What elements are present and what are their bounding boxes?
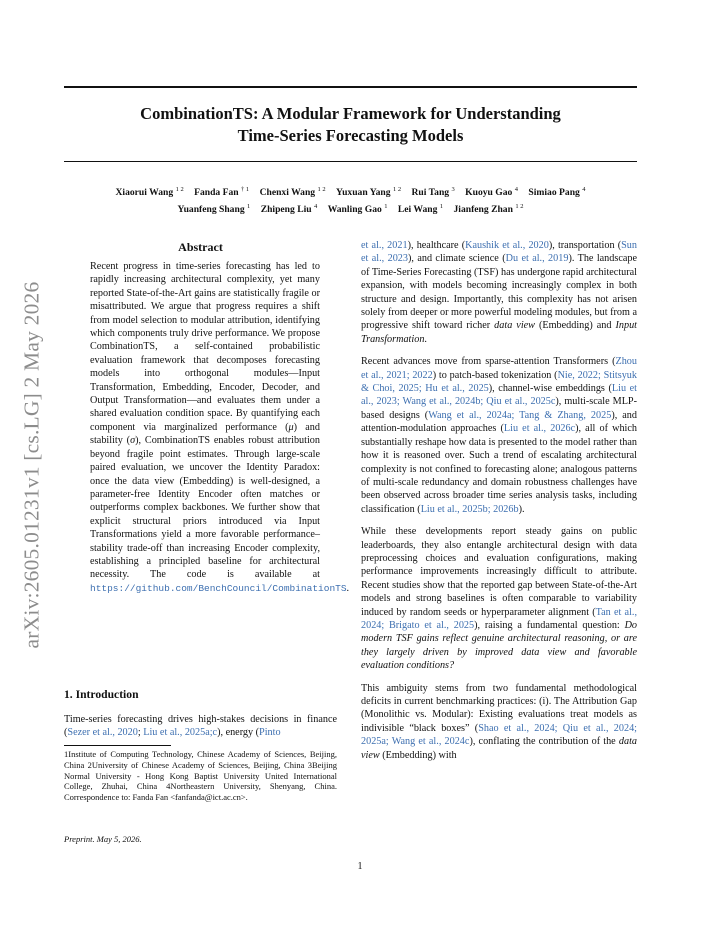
sigma-symbol: σ <box>130 435 136 447</box>
author <box>328 204 388 215</box>
author-name: Fanda Fan <box>194 187 239 199</box>
author-affiliation: 1 2 <box>515 203 524 211</box>
intro-paragraph <box>64 713 337 740</box>
citation-link[interactable]: Sezer et al., 2020 <box>67 727 138 739</box>
abstract-text: Recent progress in time-series forecasting has led to rapidly increasing architectural complexity, yet many reported State-of-the-Art gains are statistically fragile or misattributed. We argue that progress requires a shift from model selection to modular attribution, identifying which components truly drive performance. We propose CombinationTS, a self-contained probabilistic evaluation framework that decomposes forecasting models into orthogonal modules—Input Transformation, Embedding, Encoder, Decoder, and Output Transformation—and evaluates them under a shared evaluation condition space. By quantifying each component via marginalized performance ( <box>90 261 320 433</box>
emphasis-text: Input Transformation <box>361 320 637 345</box>
mu-symbol: μ <box>288 421 294 433</box>
author <box>453 204 523 215</box>
body-text: ) to patch-based tokenization ( <box>432 369 558 381</box>
author <box>261 204 318 215</box>
footnote-rule <box>64 745 171 746</box>
paragraph-1 <box>361 239 637 346</box>
preprint-date: Preprint. May 5, 2026. <box>64 834 142 844</box>
citation-link[interactable]: Liu et al., 2025b; 2026b <box>420 503 519 515</box>
title-bottom-rule <box>64 161 637 162</box>
citation-link[interactable]: et al., 2021 <box>361 240 408 251</box>
citation-link[interactable]: Liu et al., 2025a;c <box>143 727 218 739</box>
body-text: . <box>424 333 427 345</box>
author-affiliation: 4 <box>314 203 318 211</box>
title-line-1: CombinationTS: A Modular Framework for Understanding <box>140 104 561 123</box>
author <box>178 204 251 215</box>
title-top-rule <box>64 86 637 88</box>
code-url-link[interactable]: https://github.com/BenchCouncil/CombinationTS <box>90 582 347 594</box>
emphasis-text: data view <box>361 736 638 761</box>
citation-link[interactable]: Wang et al., 2024a; Tang & Zhang, 2025 <box>428 409 612 421</box>
author <box>260 187 326 198</box>
arxiv-stamp <box>20 255 44 675</box>
author-name: Jianfeng Zhan <box>453 204 513 216</box>
author-affiliation: 1 2 <box>392 186 402 193</box>
research-question: Do modern TSF gains reflect genuine architectural reasoning, or are they largely driven by improved data view and favorable evaluation conditions? <box>361 619 638 672</box>
author-name: Simiao Pang <box>528 187 580 199</box>
author-list <box>64 183 637 217</box>
author <box>336 187 401 198</box>
author-affiliation: 1 2 <box>175 186 184 193</box>
author <box>115 187 183 198</box>
section-heading-introduction: 1. Introduction <box>64 688 139 701</box>
author-name: Xiaorui Wang <box>115 187 174 199</box>
author-line-2 <box>64 200 637 217</box>
author-affiliation: 3 <box>451 186 455 193</box>
body-text: ), and climate science ( <box>407 253 506 265</box>
author <box>194 187 249 198</box>
body-text: ). The landscape of Time-Series Forecasting (TSF) has undergone rapid architectural expansion, with models becoming increasingly complex in both structure and design. Importantly, this complexity has not arisen solely from deeper or more powerful modeling modules, but from a progressive shift toward richer <box>361 253 637 332</box>
intro-text: ; <box>137 727 144 739</box>
abstract-body <box>90 260 350 595</box>
citation-link[interactable]: Nie, 2022; Stitsyuk & Choi, 2025; Hu et al., 2025 <box>361 369 637 395</box>
paragraph-3 <box>361 525 637 672</box>
author-line-1 <box>64 183 637 200</box>
intro-body <box>64 713 337 740</box>
body-text: ), conflating the contribution of the <box>469 736 619 748</box>
author <box>465 187 518 198</box>
body-text: ), all of which substantially reshape how data is presented to the model rather than how it is reasoned over. Such a trend of escalating architectural complexity is not confined to forecasting alone; analogous patterns of multi-scale redundancy and domain robustness challenges have been observed across broader time series analysis tasks, including classification ( <box>361 423 637 515</box>
intro-text: ), energy ( <box>217 727 260 739</box>
body-text: ), and attention-modulation approaches ( <box>361 409 637 435</box>
citation-link[interactable]: Tan et al., 2024; Brigato et al., 2025 <box>361 606 637 631</box>
abstract-text: ) and stability ( <box>90 421 320 447</box>
author-affiliation: 4 <box>582 186 586 193</box>
author <box>411 187 454 198</box>
body-text: (Embedding) with <box>379 749 457 761</box>
body-text: ), transportation ( <box>548 240 622 251</box>
paragraph-4 <box>361 682 637 762</box>
body-text: ), raising a fundamental question: <box>474 619 625 631</box>
author-name: Lei Wang <box>397 204 438 216</box>
author-name: Zhipeng Liu <box>260 204 312 216</box>
arxiv-stamp-text: arXiv:2605.01231v1 [cs.LG] 2 May 2026 <box>19 281 44 649</box>
body-text: Recent advances move from sparse-attention Transformers ( <box>361 356 616 368</box>
paragraph-2 <box>361 355 637 516</box>
author-name: Wanling Gao <box>327 204 382 216</box>
author-name: Chenxi Wang <box>259 187 316 199</box>
citation-link[interactable]: Pinto <box>259 727 281 739</box>
intro-text: Time-series forecasting drives high-stakes decisions in finance ( <box>64 714 337 739</box>
author-affiliation: 1 <box>384 203 388 211</box>
citation-link[interactable]: Liu et al., 2023; Wang et al., 2024b; Qiu et al., 2025c <box>361 383 637 408</box>
abstract-heading: Abstract <box>178 240 223 254</box>
author-name: Yuxuan Yang <box>336 187 391 199</box>
body-text: ). <box>518 503 525 515</box>
author-affiliation: 1 2 <box>317 186 326 193</box>
author-name: Kuoyu Gao <box>465 187 513 199</box>
citation-link[interactable]: Sun et al., 2023 <box>361 240 637 265</box>
abstract-text: ), CombinationTS enables robust attribution beyond fragile point estimates. Through large-scale paired evaluation, we uncover the Identity Paradox: once the data view (Embedding) is well-designed, a parameter-free Identity Encoder often matches or outperforms complex backbones. We further show that explicit structural priors introduced via Input Transformations yield a more favorable performance–stability trade-off than increasing Encoder complexity, establishing a principled baseline for architectural necessity. The code is available at <box>90 435 320 581</box>
citation-link[interactable]: Shao et al., 2024; Qiu et al., 2024; 2025a; Wang et al., 2024c <box>361 722 637 748</box>
body-text: ), multi-scale MLP-based designs ( <box>361 396 637 421</box>
author-name: Yuanfeng Shang <box>177 204 245 216</box>
author-affiliation: † 1 <box>241 186 250 193</box>
citation-link[interactable]: Kaushik et al., 2020 <box>465 240 549 251</box>
author-affiliation: 4 <box>514 186 518 193</box>
body-text: ), healthcare ( <box>407 240 466 251</box>
author-name: Rui Tang <box>411 187 450 199</box>
body-text: ), channel-wise embeddings ( <box>488 383 612 395</box>
author-affiliation: 1 <box>247 203 251 211</box>
abstract-paragraph <box>90 260 350 595</box>
title-line-2: Time-Series Forecasting Models <box>237 126 464 145</box>
body-text: While these developments report steady gains on public leaderboards, they also entangle architectural design with data preprocessing choices and evaluation configurations, making performance improvements increasingly difficult to attribute. Recent studies show that the reported gap between State-of-the-Art models and strong baselines is often comparable to variability induced by random seeds or hyperparameter alignment ( <box>361 526 637 618</box>
affiliation-footnote: 1Institute of Computing Technology, Chinese Academy of Sciences, Beijing, China 2University of Chinese Academy of Sciences, Beijing, China 3Beijing Normal University - Hong Kong Baptist University United International College, Zhuhai, China 4Northeastern University, Shenyang, China. Correspondence to: Fanda Fan <fanfanda@ict.ac.cn>. <box>64 749 337 803</box>
author <box>528 187 585 198</box>
body-text: (Embedding) and <box>534 320 616 332</box>
author <box>398 204 443 215</box>
author-affiliation: 1 <box>439 203 444 211</box>
body-text: This ambiguity stems from two fundamental methodological deficits in current benchmarking practices: (i). The Attribution Gap (Monolithic vs. Modular): Existing evaluations treat models as indivisible “black boxes” ( <box>361 682 637 734</box>
paper-title <box>64 103 637 147</box>
citation-link[interactable]: Liu et al., 2026c <box>503 423 576 435</box>
emphasis-text: data view <box>494 320 535 332</box>
right-column <box>361 239 637 762</box>
citation-link[interactable]: Zhou et al., 2021; 2022 <box>361 356 637 381</box>
citation-link[interactable]: Du et al., 2019 <box>505 253 569 265</box>
abstract-text: . <box>346 582 350 594</box>
page-number: 1 <box>357 861 363 872</box>
